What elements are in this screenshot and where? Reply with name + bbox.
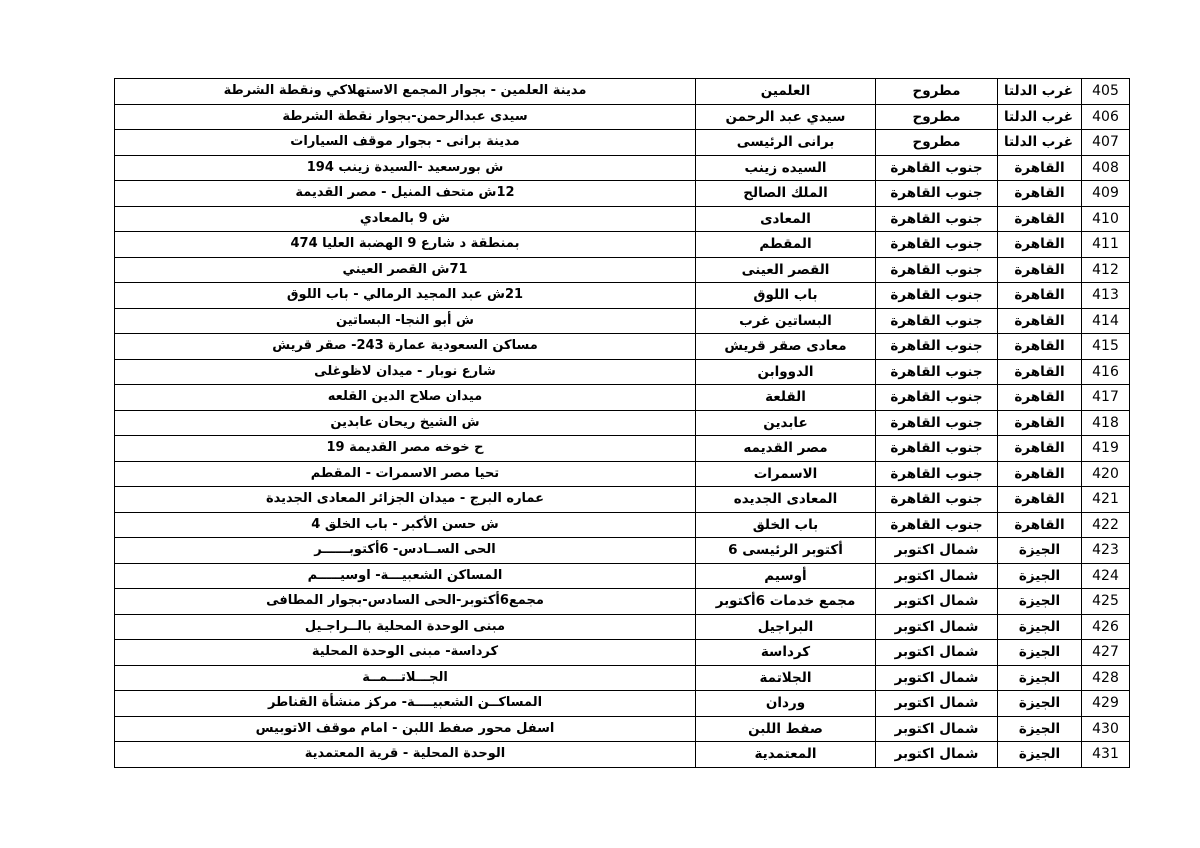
- row-number-cell: 406: [1082, 104, 1130, 130]
- row-number-cell: 413: [1082, 283, 1130, 309]
- row-number-cell: 418: [1082, 410, 1130, 436]
- address-cell: 12ش متحف المنيل - مصر القديمة: [115, 181, 696, 207]
- row-number-cell: 422: [1082, 512, 1130, 538]
- address-cell: شارع نوبار - ميدان لاظوغلى: [115, 359, 696, 385]
- region-cell: شمال اكتوبر: [876, 563, 998, 589]
- governorate-cell: القاهرة: [998, 385, 1082, 411]
- table-row: [115, 410, 1130, 436]
- table-row: [115, 538, 1130, 564]
- region-cell: جنوب القاهرة: [876, 155, 998, 181]
- row-number-cell: 420: [1082, 461, 1130, 487]
- governorate-cell: غرب الدلتا: [998, 79, 1082, 105]
- table-row: [115, 232, 1130, 258]
- row-number-cell: 427: [1082, 640, 1130, 666]
- governorate-cell: القاهرة: [998, 334, 1082, 360]
- branch-name-cell: المعادى الجديده: [696, 487, 876, 513]
- region-cell: جنوب القاهرة: [876, 461, 998, 487]
- table-row: [115, 334, 1130, 360]
- row-number-cell: 421: [1082, 487, 1130, 513]
- table-row: [115, 130, 1130, 156]
- region-cell: مطروح: [876, 130, 998, 156]
- row-number-cell: 419: [1082, 436, 1130, 462]
- address-cell: بمنطقة د شارع 9 الهضبة العليا 474: [115, 232, 696, 258]
- branch-name-cell: أكتوبر الرئيسى 6: [696, 538, 876, 564]
- row-number-cell: 429: [1082, 691, 1130, 717]
- governorate-cell: الجيزة: [998, 589, 1082, 615]
- governorate-cell: القاهرة: [998, 181, 1082, 207]
- branch-name-cell: كرداسة: [696, 640, 876, 666]
- address-cell: ش أبو النجا- البساتين: [115, 308, 696, 334]
- address-cell: ح خوخه مصر القديمة 19: [115, 436, 696, 462]
- address-cell: الجـــلاتـــمــة: [115, 665, 696, 691]
- governorate-cell: القاهرة: [998, 308, 1082, 334]
- governorate-cell: الجيزة: [998, 563, 1082, 589]
- table-row: [115, 359, 1130, 385]
- governorate-cell: غرب الدلتا: [998, 130, 1082, 156]
- region-cell: شمال اكتوبر: [876, 640, 998, 666]
- region-cell: جنوب القاهرة: [876, 410, 998, 436]
- region-cell: جنوب القاهرة: [876, 385, 998, 411]
- branch-name-cell: السيده زينب: [696, 155, 876, 181]
- table-row: [115, 206, 1130, 232]
- region-cell: شمال اكتوبر: [876, 589, 998, 615]
- branches-table-body: [115, 79, 1130, 768]
- region-cell: جنوب القاهرة: [876, 181, 998, 207]
- region-cell: شمال اكتوبر: [876, 538, 998, 564]
- region-cell: مطروح: [876, 104, 998, 130]
- branch-name-cell: الدووابن: [696, 359, 876, 385]
- region-cell: جنوب القاهرة: [876, 334, 998, 360]
- row-number-cell: 417: [1082, 385, 1130, 411]
- row-number-cell: 430: [1082, 716, 1130, 742]
- address-cell: ش حسن الأكبر - باب الخلق 4: [115, 512, 696, 538]
- table-row: [115, 436, 1130, 462]
- table-row: [115, 155, 1130, 181]
- governorate-cell: القاهرة: [998, 257, 1082, 283]
- region-cell: جنوب القاهرة: [876, 257, 998, 283]
- address-cell: ش الشيخ ريحان عابدين: [115, 410, 696, 436]
- table-row: [115, 665, 1130, 691]
- governorate-cell: الجيزة: [998, 614, 1082, 640]
- table-row: [115, 104, 1130, 130]
- row-number-cell: 425: [1082, 589, 1130, 615]
- region-cell: جنوب القاهرة: [876, 283, 998, 309]
- branch-name-cell: مصر القديمه: [696, 436, 876, 462]
- row-number-cell: 424: [1082, 563, 1130, 589]
- address-cell: تحيا مصر الاسمرات - المقطم: [115, 461, 696, 487]
- table-row: [115, 716, 1130, 742]
- region-cell: شمال اكتوبر: [876, 665, 998, 691]
- address-cell: اسفل محور صفط اللبن - امام موقف الاتوبيس: [115, 716, 696, 742]
- branch-name-cell: الجلاتمة: [696, 665, 876, 691]
- table-row: [115, 691, 1130, 717]
- address-cell: الوحدة المحلية - قرية المعتمدية: [115, 742, 696, 768]
- region-cell: شمال اكتوبر: [876, 716, 998, 742]
- branch-name-cell: الملك الصالح: [696, 181, 876, 207]
- branch-name-cell: المقطم: [696, 232, 876, 258]
- governorate-cell: الجيزة: [998, 538, 1082, 564]
- table-row: [115, 742, 1130, 768]
- row-number-cell: 407: [1082, 130, 1130, 156]
- governorate-cell: القاهرة: [998, 232, 1082, 258]
- address-cell: مساكن السعودية عمارة 243- صقر قريش: [115, 334, 696, 360]
- address-cell: مبنى الوحدة المحلية بالــراجـيل: [115, 614, 696, 640]
- row-number-cell: 416: [1082, 359, 1130, 385]
- governorate-cell: القاهرة: [998, 359, 1082, 385]
- row-number-cell: 426: [1082, 614, 1130, 640]
- branch-name-cell: باب اللوق: [696, 283, 876, 309]
- address-cell: ش بورسعيد -السيدة زينب 194: [115, 155, 696, 181]
- address-cell: كرداسة- مبنى الوحدة المحلية: [115, 640, 696, 666]
- row-number-cell: 415: [1082, 334, 1130, 360]
- branches-table: [114, 78, 1130, 768]
- governorate-cell: الجيزة: [998, 665, 1082, 691]
- branch-name-cell: المعتمدية: [696, 742, 876, 768]
- branch-name-cell: أوسيم: [696, 563, 876, 589]
- table-row: [115, 589, 1130, 615]
- table-row: [115, 308, 1130, 334]
- governorate-cell: غرب الدلتا: [998, 104, 1082, 130]
- address-cell: 71ش القصر العيني: [115, 257, 696, 283]
- row-number-cell: 410: [1082, 206, 1130, 232]
- row-number-cell: 431: [1082, 742, 1130, 768]
- table-row: [115, 563, 1130, 589]
- branch-name-cell: سيدي عبد الرحمن: [696, 104, 876, 130]
- branch-name-cell: البساتين غرب: [696, 308, 876, 334]
- governorate-cell: القاهرة: [998, 283, 1082, 309]
- row-number-cell: 411: [1082, 232, 1130, 258]
- region-cell: جنوب القاهرة: [876, 512, 998, 538]
- address-cell: المساكن الشعبيـــة- اوسيـــــم: [115, 563, 696, 589]
- branch-name-cell: العلمين: [696, 79, 876, 105]
- region-cell: شمال اكتوبر: [876, 691, 998, 717]
- branch-name-cell: صفط اللبن: [696, 716, 876, 742]
- branch-name-cell: معادى صقر قريش: [696, 334, 876, 360]
- table-row: [115, 640, 1130, 666]
- governorate-cell: القاهرة: [998, 410, 1082, 436]
- branch-name-cell: مجمع خدمات 6أكتوبر: [696, 589, 876, 615]
- table-row: [115, 257, 1130, 283]
- table-row: [115, 181, 1130, 207]
- table-row: [115, 487, 1130, 513]
- address-cell: الحى الســادس- 6أكتوبــــــر: [115, 538, 696, 564]
- table-row: [115, 512, 1130, 538]
- region-cell: جنوب القاهرة: [876, 436, 998, 462]
- row-number-cell: 423: [1082, 538, 1130, 564]
- branch-name-cell: البراجيل: [696, 614, 876, 640]
- branch-name-cell: القلعة: [696, 385, 876, 411]
- region-cell: جنوب القاهرة: [876, 487, 998, 513]
- branch-name-cell: عابدين: [696, 410, 876, 436]
- region-cell: جنوب القاهرة: [876, 232, 998, 258]
- branch-name-cell: باب الخلق: [696, 512, 876, 538]
- region-cell: جنوب القاهرة: [876, 206, 998, 232]
- governorate-cell: القاهرة: [998, 487, 1082, 513]
- table-row: [115, 283, 1130, 309]
- row-number-cell: 428: [1082, 665, 1130, 691]
- region-cell: مطروح: [876, 79, 998, 105]
- row-number-cell: 412: [1082, 257, 1130, 283]
- row-number-cell: 414: [1082, 308, 1130, 334]
- table-row: [115, 79, 1130, 105]
- row-number-cell: 408: [1082, 155, 1130, 181]
- branch-name-cell: برانى الرئيسى: [696, 130, 876, 156]
- branch-name-cell: وردان: [696, 691, 876, 717]
- table-row: [115, 385, 1130, 411]
- branch-name-cell: المعادى: [696, 206, 876, 232]
- governorate-cell: القاهرة: [998, 461, 1082, 487]
- address-cell: مدينة برانى - بجوار موقف السيارات: [115, 130, 696, 156]
- governorate-cell: القاهرة: [998, 206, 1082, 232]
- governorate-cell: الجيزة: [998, 691, 1082, 717]
- address-cell: سيدى عبدالرحمن-بجوار نقطة الشرطة: [115, 104, 696, 130]
- governorate-cell: الجيزة: [998, 716, 1082, 742]
- table-row: [115, 614, 1130, 640]
- address-cell: المساكــن الشعبيــــة- مركز منشأة القناطر: [115, 691, 696, 717]
- governorate-cell: القاهرة: [998, 512, 1082, 538]
- region-cell: شمال اكتوبر: [876, 742, 998, 768]
- address-cell: مجمع6أكتوبر-الحى السادس-بجوار المطافى: [115, 589, 696, 615]
- governorate-cell: القاهرة: [998, 436, 1082, 462]
- branch-name-cell: القصر العينى: [696, 257, 876, 283]
- table-row: [115, 461, 1130, 487]
- address-cell: 21ش عبد المجيد الرمالي - باب اللوق: [115, 283, 696, 309]
- governorate-cell: الجيزة: [998, 742, 1082, 768]
- region-cell: جنوب القاهرة: [876, 359, 998, 385]
- row-number-cell: 409: [1082, 181, 1130, 207]
- governorate-cell: القاهرة: [998, 155, 1082, 181]
- address-cell: ش 9 بالمعادي: [115, 206, 696, 232]
- address-cell: ميدان صلاح الدين القلعه: [115, 385, 696, 411]
- address-cell: مدينة العلمين - بجوار المجمع الاستهلاكي ونقطة الشرطة: [115, 79, 696, 105]
- address-cell: عماره البرج - ميدان الجزائر المعادى الجديدة: [115, 487, 696, 513]
- row-number-cell: 405: [1082, 79, 1130, 105]
- region-cell: شمال اكتوبر: [876, 614, 998, 640]
- branch-name-cell: الاسمرات: [696, 461, 876, 487]
- governorate-cell: الجيزة: [998, 640, 1082, 666]
- region-cell: جنوب القاهرة: [876, 308, 998, 334]
